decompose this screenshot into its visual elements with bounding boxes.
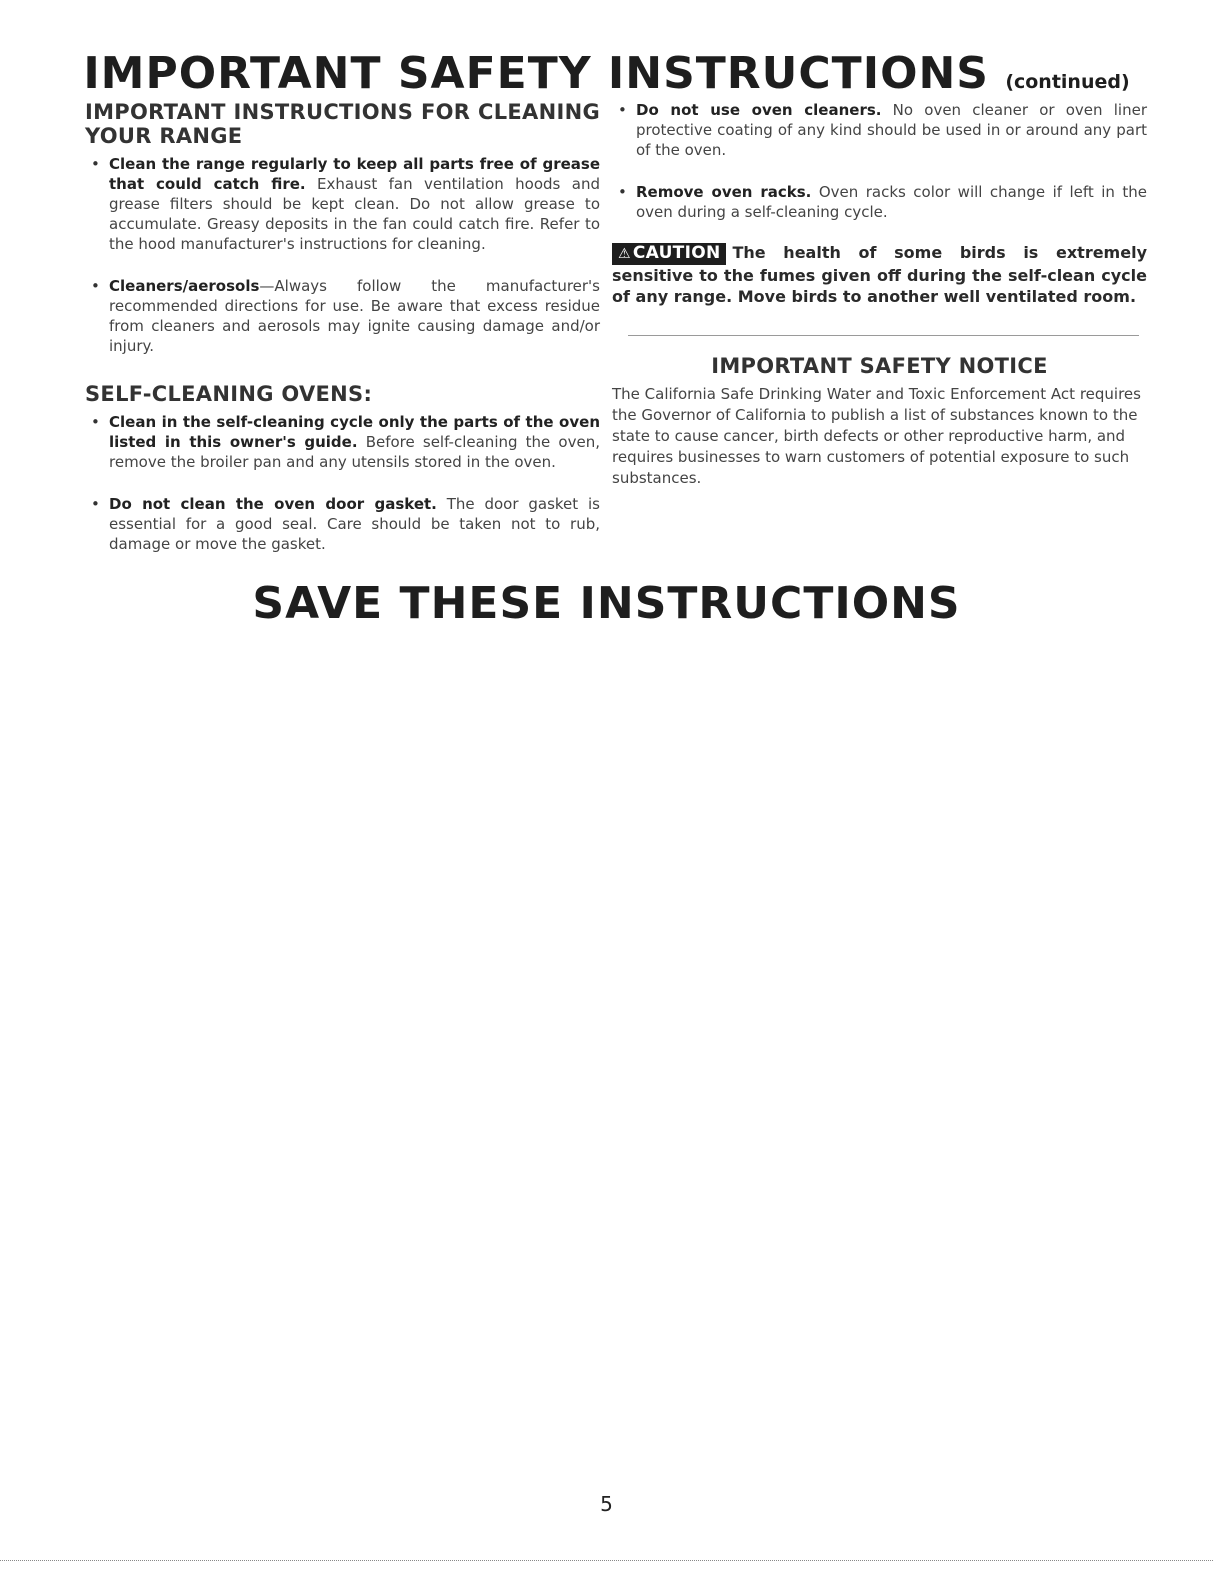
warning-triangle-icon: ⚠: [618, 246, 631, 262]
right-column: [612, 100, 1147, 489]
page-title: [0, 48, 1213, 108]
list-item: [612, 182, 1147, 222]
save-instructions-title: SAVE THESE INSTRUCTIONS: [252, 578, 961, 629]
item-lead: Do not clean the oven door gasket.: [109, 495, 437, 513]
page-title-text: IMPORTANT SAFETY INSTRUCTIONS: [83, 48, 989, 99]
item-text: Oven racks color will change if left in the oven during a self-cleaning cycle.: [636, 183, 1147, 221]
caution-label: CAUTION: [632, 243, 721, 263]
item-lead: Cleaners/aerosols: [109, 277, 260, 295]
self-cleaning-heading: SELF-CLEANING OVENS:: [85, 382, 373, 406]
divider: [628, 335, 1139, 336]
list-item: [85, 412, 600, 472]
continued-label: (continued): [1005, 71, 1130, 93]
bullet-icon: •: [618, 183, 627, 201]
notice-heading: IMPORTANT SAFETY NOTICE: [711, 354, 1048, 378]
bullet-icon: •: [618, 101, 627, 119]
notice-body: The California Safe Drinking Water and Toxic Enforcement Act requires the Governor of California to publish a list of substances known to the state to cause cancer, birth defects or other reproductive harm, and requires businesses to warn customers of potential exposure to such substances.: [612, 385, 1141, 487]
item-text: The door gasket is essential for a good seal. Care should be taken not to rub, damage or move the gasket.: [109, 495, 600, 553]
item-text: Before self-cleaning the oven, remove the broiler pan and any utensils stored in the oven.: [109, 433, 600, 471]
item-lead: Clean the range regularly to keep all parts free of grease that could catch fire.: [109, 155, 600, 193]
list-item: [85, 276, 600, 356]
item-text: Exhaust fan ventilation hoods and grease filters should be kept clean. Do not allow grease to accumulate. Greasy deposits in the fan could catch fire. Refer to the hood manufacturer's instructions for cleaning.: [109, 175, 600, 253]
list-item: [612, 100, 1147, 160]
bottom-divider: [0, 1560, 1213, 1561]
caution-text: The health of some birds is extremely sensitive to the fumes given off during the self-clean cycle of any range. Move birds to another well ventilated room.: [612, 243, 1147, 306]
left-column: [85, 100, 600, 569]
cleaning-heading-line1: IMPORTANT INSTRUCTIONS FOR CLEANING: [85, 100, 600, 124]
bullet-icon: •: [91, 413, 100, 431]
list-item: [85, 494, 600, 554]
bullet-icon: •: [91, 277, 100, 295]
caution-block: [612, 242, 1147, 307]
self-cleaning-list: [85, 412, 600, 554]
caution-badge: [612, 243, 726, 265]
bullet-icon: •: [91, 155, 100, 173]
item-lead: Clean in the self-cleaning cycle only the parts of the oven listed in this owner's guide.: [109, 413, 600, 451]
item-text: No oven cleaner or oven liner protective coating of any kind should be used in or around any part of the oven.: [636, 101, 1147, 159]
cleaning-list: [85, 154, 600, 356]
bullet-icon: •: [91, 495, 100, 513]
item-text: —Always follow the manufacturer's recommended directions for use. Be aware that excess residue from cleaners and aerosols may ignite causing damage and/or injury.: [109, 277, 600, 355]
page-number: 5: [600, 1492, 613, 1516]
oven-list: [612, 100, 1147, 222]
list-item: [85, 154, 600, 254]
item-lead: Do not use oven cleaners.: [636, 101, 882, 119]
cleaning-heading-line2: YOUR RANGE: [85, 124, 243, 148]
item-lead: Remove oven racks.: [636, 183, 812, 201]
